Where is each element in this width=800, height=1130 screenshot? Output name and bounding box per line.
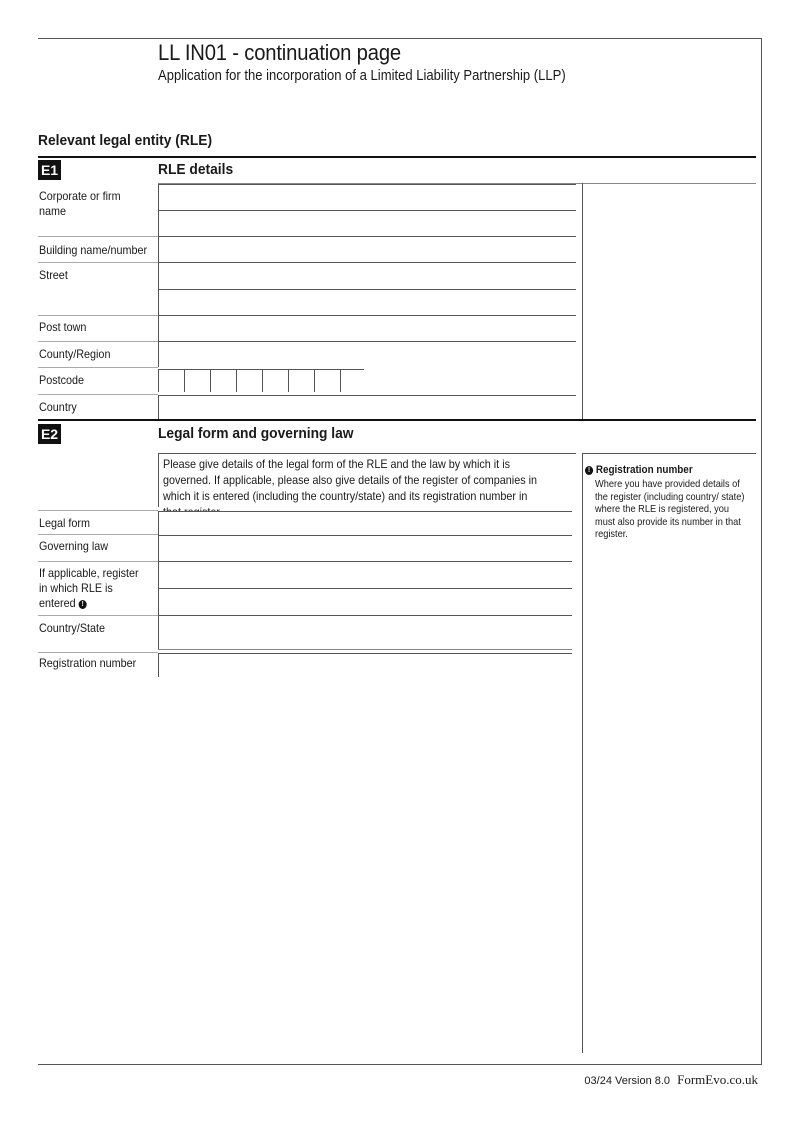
label-building: Building name/number [39,243,148,257]
registration-number-field[interactable] [158,653,572,677]
registration-number-note-title: ! Registration number [585,464,693,476]
legal-form-field[interactable] [158,511,572,535]
e1-label-divider [38,367,158,368]
county-input[interactable] [159,342,576,367]
info-icon: ! [585,466,593,475]
street-input-2[interactable] [159,290,576,315]
postcode-box[interactable] [236,369,259,392]
e2-label-divider [38,561,158,562]
footer [584,1072,758,1088]
e2-side-panel-top [582,453,756,454]
register-field-1[interactable] [158,561,572,588]
label-street: Street [39,268,68,282]
footer-brand: FormEvo.co.uk [677,1072,758,1087]
e1-label-divider [38,262,158,263]
right-border [761,38,762,1064]
instructions-top-line [158,453,576,454]
label-county: County/Region [39,347,111,361]
street-field-1[interactable] [158,262,576,289]
governing-law-input[interactable] [159,536,572,561]
postcode-box[interactable] [340,369,363,392]
postcode-box[interactable] [210,369,233,392]
country-field[interactable] [158,395,576,419]
postcode-box[interactable] [184,369,207,392]
e1-label-divider [38,341,158,342]
e2-side-panel-line [582,453,583,1053]
e1-top-rule [38,156,756,158]
governing-law-field[interactable] [158,535,572,561]
corporate-name-field-2[interactable] [158,210,576,236]
e1-heading: RLE details [158,161,234,178]
e1-label-divider [38,394,158,395]
label-post-town: Post town [39,320,87,334]
building-field[interactable] [158,236,576,262]
corporate-name-input-1[interactable] [159,185,576,210]
e2-badge: E2 [38,424,61,444]
info-icon: ! [79,600,87,609]
section-title: Relevant legal entity (RLE) [38,132,213,149]
label-postcode: Postcode [39,373,85,387]
form-title: LL IN01 - continuation page [158,40,401,65]
label-country: Country [39,400,77,414]
bottom-border [38,1064,762,1065]
label-corporate-name: Corporate or firm name [39,189,121,218]
postcode-top-line [158,369,364,370]
post-town-input[interactable] [159,316,576,341]
label-legal-form: Legal form [39,516,91,530]
e2-heading: Legal form and governing law [158,425,354,442]
country-state-input[interactable] [159,616,572,649]
postcode-box[interactable] [158,369,181,392]
legal-form-input[interactable] [159,512,572,535]
e2-label-divider [38,652,158,653]
instructions-left-line [158,453,159,507]
label-registration-number: Registration number [39,656,137,670]
postcode-box[interactable] [314,369,337,392]
register-input-1[interactable] [159,562,572,588]
e2-top-rule [38,419,756,421]
registration-number-input[interactable] [159,654,572,677]
postcode-box[interactable] [262,369,285,392]
form-subtitle: Application for the incorporation of a Limited Liability Partnership (LLP) [158,68,566,84]
street-input-1[interactable] [159,263,576,289]
e2-instructions: Please give details of the legal form of the RLE and the law by which it is governed. If applicable, please also give details of the register of companies in which it is entered (including the country/state) and its registration number in [163,457,538,503]
registration-number-note-body: Where you have provided details of the register (including country/ state) where the RLE is registered, you must also provide its number in that register. [595,478,745,540]
e2-label-divider [38,510,158,511]
country-input[interactable] [159,396,576,419]
label-country-state: Country/State [39,621,106,635]
e1-badge: E1 [38,160,61,180]
e1-side-panel-line [582,183,583,419]
label-register: If applicable, register in which RLE is entered ! [39,566,139,610]
top-border [38,38,762,39]
register-input-2[interactable] [159,589,572,615]
register-field-2[interactable] [158,588,572,615]
e2-label-divider [38,615,158,616]
corporate-name-input-2[interactable] [159,211,576,236]
country-state-field[interactable] [158,615,572,649]
post-town-field[interactable] [158,315,576,341]
street-field-2[interactable] [158,289,576,315]
county-field[interactable] [158,341,576,367]
country-state-bottom-line [158,649,572,650]
building-input[interactable] [159,237,576,262]
corporate-name-field-1[interactable] [158,184,576,210]
e2-label-divider [38,534,158,535]
label-governing-law: Governing law [39,539,109,553]
e1-label-divider [38,315,158,316]
e1-label-divider [38,236,158,237]
footer-version: 03/24 Version 8.0 [584,1075,671,1087]
postcode-box[interactable] [288,369,311,392]
